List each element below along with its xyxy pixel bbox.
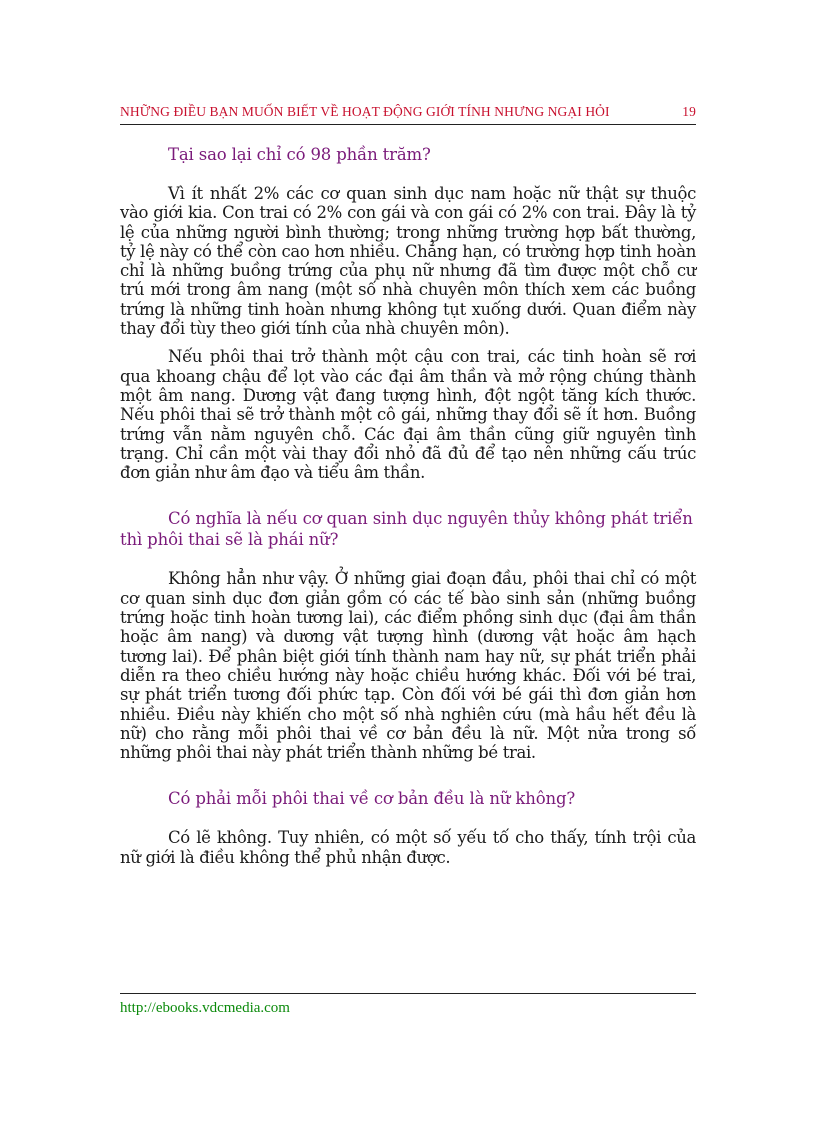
header-divider [120, 124, 696, 125]
body-paragraph: Không hẳn như vậy. Ở những giai đoạn đầu, phôi thai chỉ có một cơ quan sinh dục đơn giản gồm có các tế bào sinh sản (những buồng trứng hoặc tinh hoàn tương lai), các điểm phồng sinh dục (đại âm thần hoặc âm nang) và dương vật tượng hình (dương vật hoặc âm hạch tương lai). Để phân biệt giới tính thành nam hay nữ, sự phát triển phải diễn ra theo chiều hướng này hoặc chiều hướng khác. Đối với bé trai, sự phát triển tương đối phức tạp. Còn đối với bé gái thì đơn giản hơn nhiều. Điều này khiến cho một số nhà nghiên cứu (mà hầu hết đều là nữ) cho rằng mỗi phôi thai về cơ bản đều là nữ. Một nửa trong số những phôi thai này phát triển thành những bé trai. [120, 569, 696, 763]
question-heading: Có phải mỗi phôi thai về cơ bản đều là nữ không? [168, 789, 576, 809]
question-heading: Tại sao lại chỉ có 98 phần trăm? [168, 145, 431, 164]
footer-divider [120, 993, 696, 994]
running-header [120, 104, 696, 120]
page-number: 19 [682, 104, 696, 119]
body-paragraph: Vì ít nhất 2% các cơ quan sinh dục nam hoặc nữ thật sự thuộc vào giới kia. Con trai có 2% con gái và con gái có 2% con trai. Đây là tỷ lệ của những người bình thường; trong những trường hợp bất thường, tỷ lệ này có thể còn cao hơn nhiều. Chẳng hạn, có trường hợp tinh hoàn chỉ là những buồng trứng của phụ nữ nhưng đã tìm được một chỗ cư trú mới trong âm nang (một số nhà chuyên môn thích xem các buồng trứng là những tinh hoàn nhưng không tụt xuống dưới. Quan điểm này thay đổi tùy theo giới tính của nhà chuyên môn). [120, 184, 696, 339]
body-paragraph: Có lẽ không. Tuy nhiên, có một số yếu tố cho thấy, tính trội của nữ giới là điều không thể phủ nhận được. [120, 828, 696, 867]
body-paragraph: Nếu phôi thai trở thành một cậu con trai, các tinh hoàn sẽ rơi qua khoang chậu để lọt vào các đại âm thần và mở rộng chúng thành một âm nang. Dương vật đang tượng hình, đột ngột tăng kích thước. Nếu phôi thai sẽ trở thành một cô gái, những thay đổi sẽ ít hơn. Buồng trứng vẫn nằm nguyên chỗ. Các đại âm thần cũng giữ nguyên tình trạng. Chỉ cần một vài thay đổi nhỏ đã đủ để tạo nên những cấu trúc đơn giản như âm đạo và tiểu âm thần. [120, 347, 696, 483]
question-heading: Có nghĩa là nếu cơ quan sinh dục nguyên thủy không phát triển thì phôi thai sẽ là phái nữ? [120, 509, 693, 550]
running-title: NHỮNG ĐIỀU BẠN MUỐN BIẾT VỀ HOẠT ĐỘNG GIỚI TÍNH NHƯNG NGẠI HỎI [120, 104, 610, 119]
footer-url-link[interactable]: http://ebooks.vdcmedia.com [120, 1000, 290, 1016]
page-body [120, 144, 696, 876]
